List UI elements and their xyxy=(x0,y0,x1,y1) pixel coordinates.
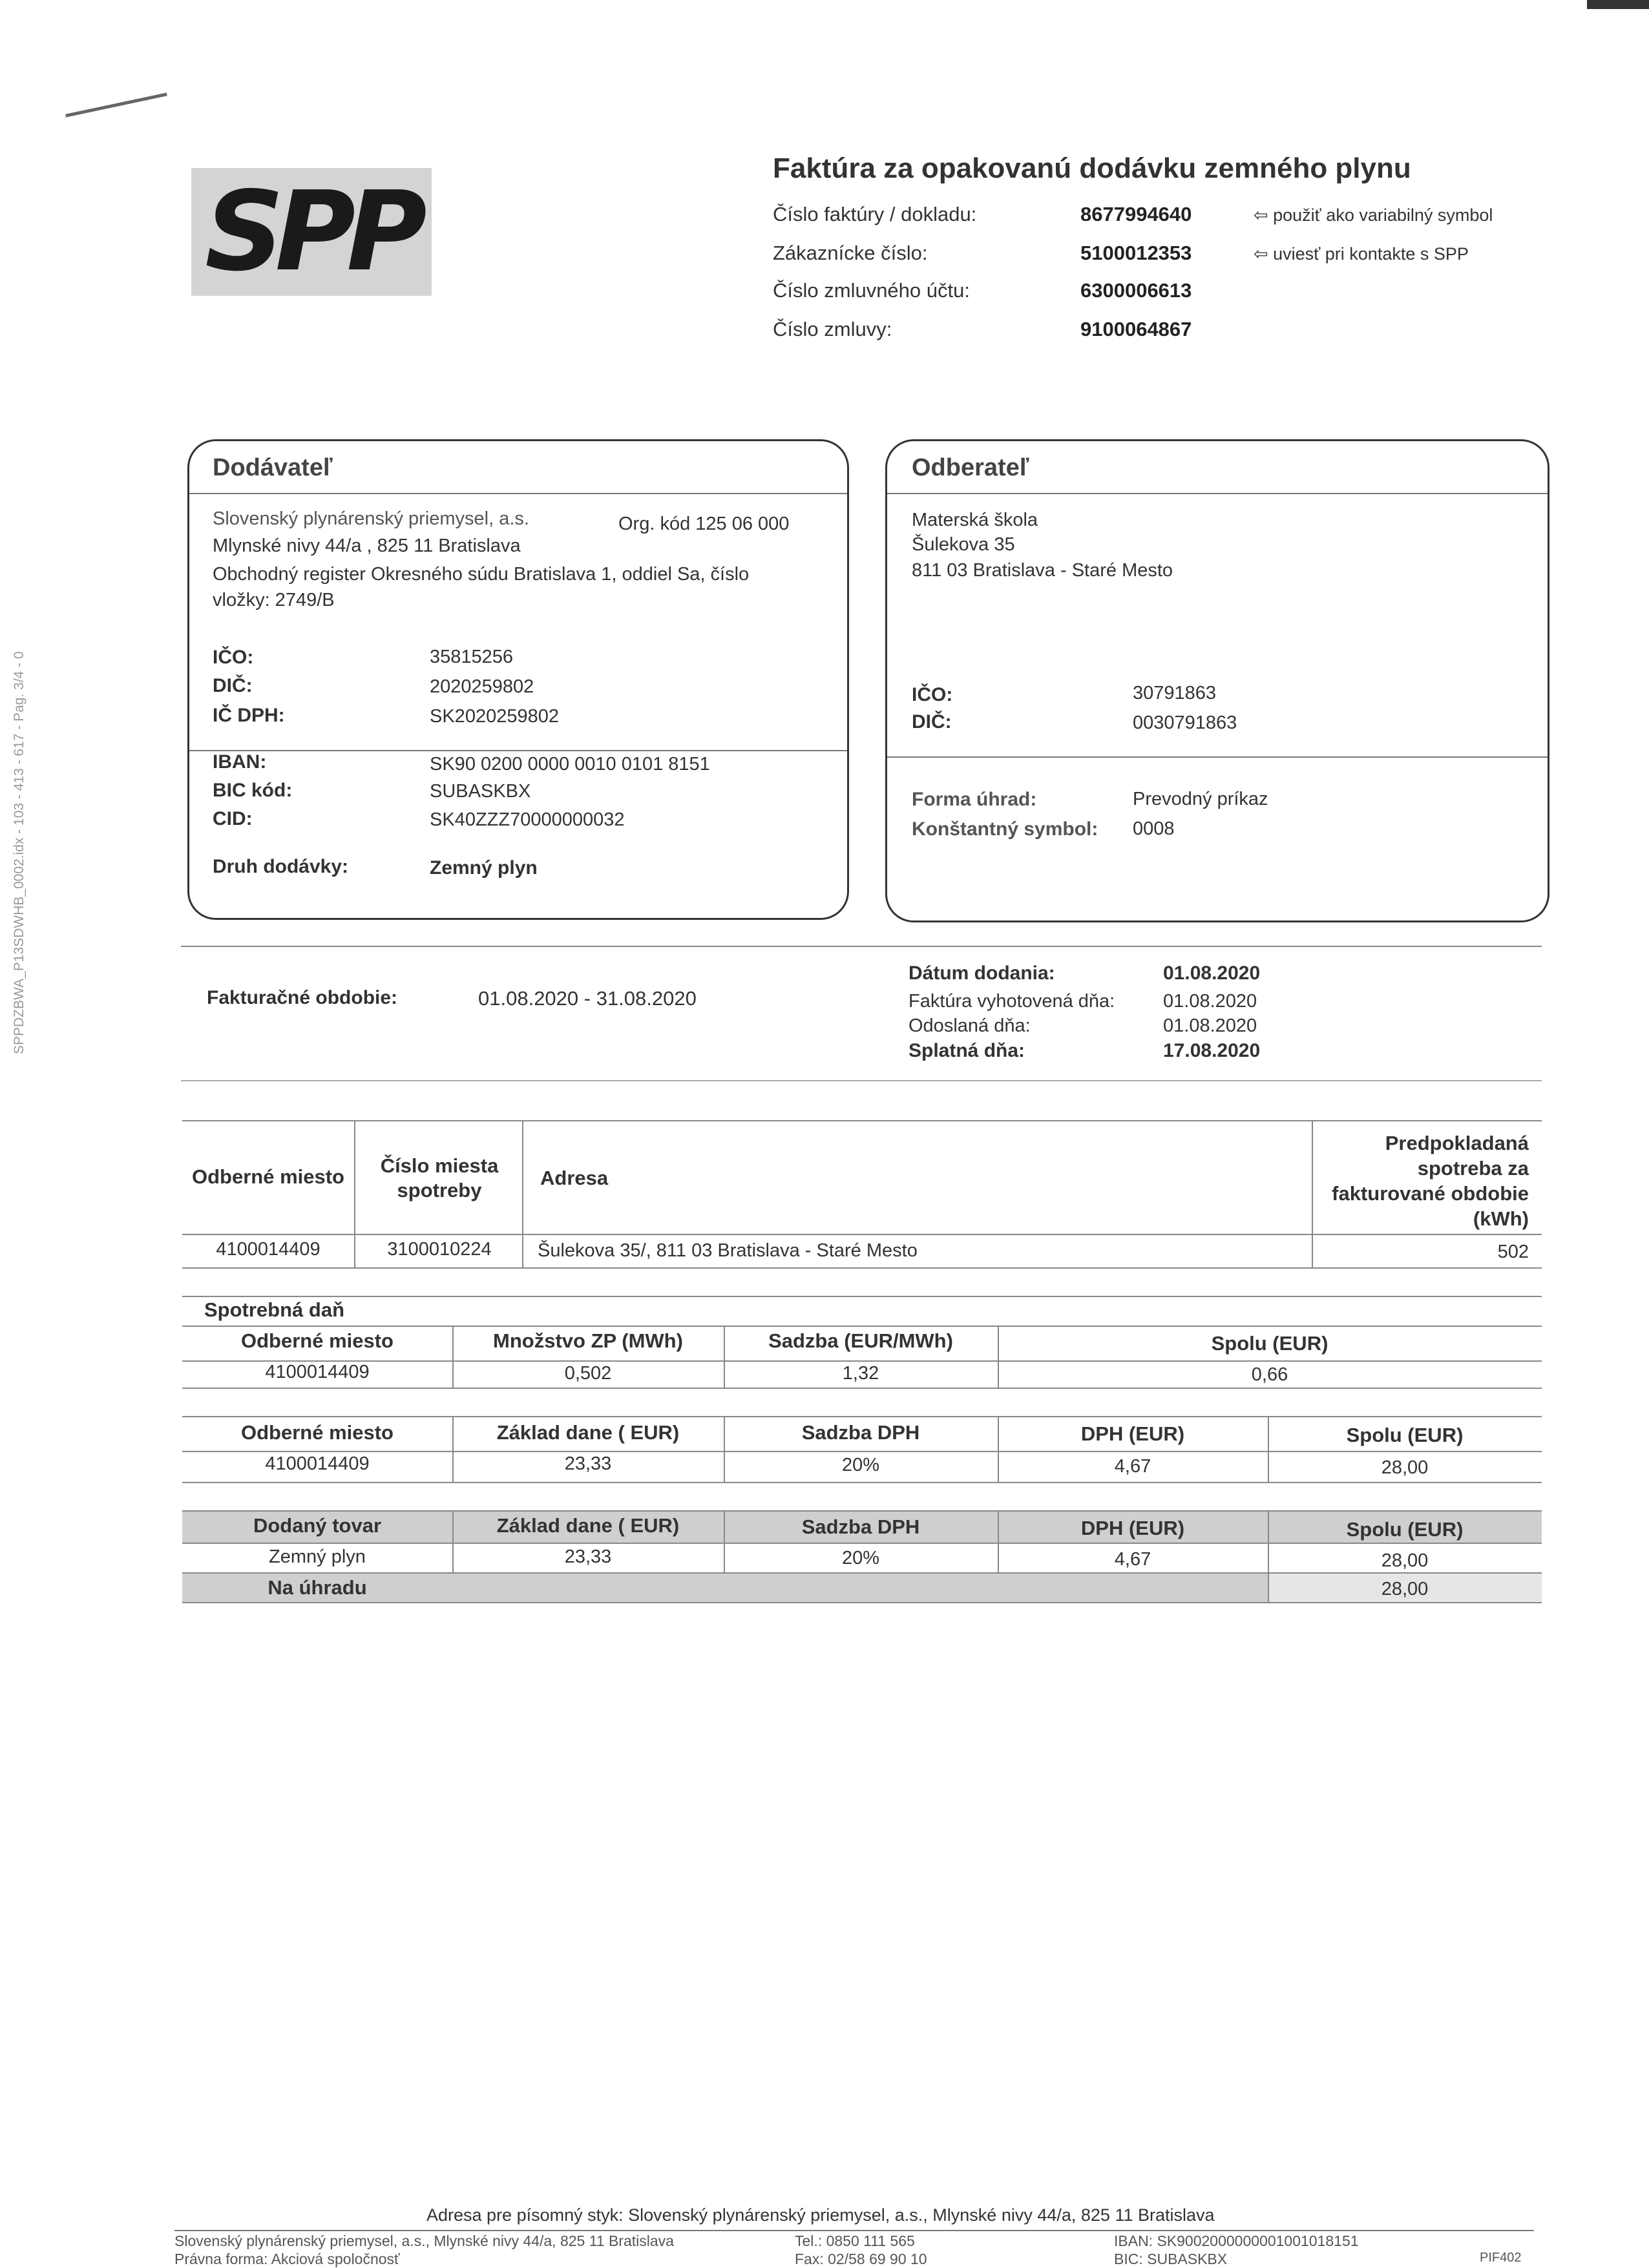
excise-col-total: Spolu (EUR) xyxy=(1211,1332,1329,1355)
supplier-icdph: SK2020259802 xyxy=(430,706,559,727)
col-header-address: Adresa xyxy=(540,1167,609,1189)
goods-col-vat: DPH (EUR) xyxy=(1080,1517,1185,1539)
invoice-number-label: Číslo faktúry / dokladu: xyxy=(773,203,977,225)
goods-col-item: Dodaný tovar xyxy=(253,1514,382,1537)
supplier-icdph-label: IČ DPH: xyxy=(213,705,285,726)
col-header-consumption-point: Číslo miesta spotreby xyxy=(380,1154,499,1202)
invoice-title: Faktúra za opakovanú dodávku zemného plynu xyxy=(773,152,1411,184)
customer-number-label: Zákaznícke číslo: xyxy=(773,242,928,264)
scan-edge-mark xyxy=(1587,0,1649,9)
excise-supply-point: 4100014409 xyxy=(265,1362,370,1382)
supplier-org-code: Org. kód 125 06 000 xyxy=(618,514,790,534)
footer-phone: Tel.: 0850 111 565 xyxy=(795,2232,915,2249)
goods-col-tax-base: Základ dane ( EUR) xyxy=(496,1514,680,1537)
payment-form-label: Forma úhrad: xyxy=(912,789,1037,810)
vat-tax-base: 23,33 xyxy=(564,1453,612,1474)
footer-correspondence-address: Adresa pre písomný styk: Slovenský plynárenský priemysel, a.s., Mlynské nivy 44/a, 825 11 Bratislava xyxy=(426,2205,1215,2225)
customer-name: Materská škola xyxy=(912,510,1038,530)
col-header-supply-point: Odberné miesto xyxy=(192,1165,344,1188)
delivery-type: Zemný plyn xyxy=(430,857,538,879)
supplier-dic: 2020259802 xyxy=(430,676,534,697)
goods-item: Zemný plyn xyxy=(269,1546,366,1567)
invoice-number-note: ⇦ použiť ako variabilný symbol xyxy=(1254,205,1493,225)
vat-rate: 20% xyxy=(841,1455,880,1475)
contract-account-number: 6300006613 xyxy=(1080,279,1192,302)
supplier-dic-label: DIČ: xyxy=(213,675,253,696)
customer-dic: 0030791863 xyxy=(1133,713,1237,733)
delivery-date: 01.08.2020 xyxy=(1163,962,1261,984)
billing-period: 01.08.2020 - 31.08.2020 xyxy=(478,987,697,1010)
sent-date-label: Odoslaná dňa: xyxy=(909,1015,1031,1036)
customer-city: 811 03 Bratislava - Staré Mesto xyxy=(912,560,1173,581)
expected-consumption: 502 xyxy=(1497,1242,1529,1262)
customer-ico: 30791863 xyxy=(1133,683,1217,703)
amount-due-label: Na úhradu xyxy=(268,1576,367,1599)
footer-legal-form: Právna forma: Akciová spoločnosť xyxy=(174,2251,400,2267)
consumption-address: Šulekova 35/, 811 03 Bratislava - Staré Mesto xyxy=(538,1240,918,1261)
footer-bic: BIC: SUBASKBX xyxy=(1114,2251,1228,2267)
issue-date: 01.08.2020 xyxy=(1163,991,1257,1012)
invoice-number: 8677994640 xyxy=(1080,203,1192,225)
excise-rate: 1,32 xyxy=(842,1363,879,1384)
excise-col-supply-point: Odberné miesto xyxy=(241,1329,394,1352)
issue-date-label: Faktúra vyhotovená dňa: xyxy=(909,991,1115,1012)
excise-tax-title: Spotrebná daň xyxy=(204,1298,345,1321)
constant-symbol-label: Konštantný symbol: xyxy=(912,818,1098,840)
footer-form-code: PIF402 xyxy=(1480,2251,1522,2265)
amount-due: 28,00 xyxy=(1381,1579,1429,1599)
footer-company: Slovenský plynárenský priemysel, a.s., Mlynské nivy 44/a, 825 11 Bratislava xyxy=(174,2232,674,2249)
footer-iban: IBAN: SK9002000000001001018151 xyxy=(1114,2232,1359,2249)
margin-scan-text: SPPDZBWA_P13SDWHB_0002.idx - 103 - 413 - 617 - Pag. 3/4 - 0 xyxy=(12,651,26,1054)
footer-fax: Fax: 02/58 69 90 10 xyxy=(795,2251,927,2267)
customer-ico-label: IČO: xyxy=(912,684,953,705)
supplier-ico: 35815256 xyxy=(430,647,514,667)
due-date-label: Splatná dňa: xyxy=(909,1040,1025,1061)
customer-street: Šulekova 35 xyxy=(912,534,1015,555)
excise-col-quantity: Množstvo ZP (MWh) xyxy=(493,1329,683,1352)
goods-col-rate: Sadzba DPH xyxy=(801,1515,920,1538)
vat-amount: 4,67 xyxy=(1114,1456,1151,1477)
supplier-iban: SK90 0200 0000 0010 0101 8151 xyxy=(430,754,710,775)
supplier-cid-label: CID: xyxy=(213,808,253,829)
contract-account-label: Číslo zmluvného účtu: xyxy=(773,279,970,302)
excise-total: 0,66 xyxy=(1251,1364,1288,1385)
customer-dic-label: DIČ: xyxy=(912,711,952,733)
supplier-title: Dodávateľ xyxy=(213,454,333,481)
supplier-cid: SK40ZZZ70000000032 xyxy=(430,809,625,830)
goods-vat: 4,67 xyxy=(1114,1549,1151,1570)
supplier-bic: SUBASKBX xyxy=(430,781,531,802)
excise-col-rate: Sadzba (EUR/MWh) xyxy=(768,1329,953,1352)
vat-col-total: Spolu (EUR) xyxy=(1346,1424,1464,1446)
spp-logo xyxy=(191,168,432,296)
supply-point-id: 4100014409 xyxy=(216,1239,320,1260)
vat-col-tax-base: Základ dane ( EUR) xyxy=(496,1421,680,1444)
consumption-point-id: 3100010224 xyxy=(387,1239,492,1260)
contract-number: 9100064867 xyxy=(1080,318,1192,340)
supplier-register-line1: Obchodný register Okresného súdu Bratislava 1, oddiel Sa, číslo xyxy=(213,564,750,585)
customer-number-note: ⇦ uviesť pri kontakte s SPP xyxy=(1254,244,1469,264)
supplier-box xyxy=(187,439,849,920)
goods-col-total: Spolu (EUR) xyxy=(1346,1518,1464,1541)
customer-title: Odberateľ xyxy=(912,454,1029,481)
customer-box xyxy=(885,439,1549,922)
payment-form: Prevodný príkaz xyxy=(1133,789,1268,809)
vat-col-rate: Sadzba DPH xyxy=(801,1421,920,1444)
supplier-bic-label: BIC kód: xyxy=(213,780,293,801)
goods-rate: 20% xyxy=(841,1548,880,1568)
customer-number: 5100012353 xyxy=(1080,242,1192,264)
pen-mark xyxy=(65,92,167,117)
due-date: 17.08.2020 xyxy=(1163,1040,1261,1061)
vat-total: 28,00 xyxy=(1381,1457,1429,1478)
goods-tax-base: 23,33 xyxy=(564,1546,612,1567)
supplier-iban-label: IBAN: xyxy=(213,751,267,773)
billing-period-label: Fakturačné obdobie: xyxy=(207,987,398,1008)
supplier-ico-label: IČO: xyxy=(213,647,254,668)
sent-date: 01.08.2020 xyxy=(1163,1015,1257,1036)
vat-supply-point: 4100014409 xyxy=(265,1453,370,1474)
logo-text: SPP xyxy=(205,168,418,296)
constant-symbol: 0008 xyxy=(1133,818,1175,839)
excise-quantity: 0,502 xyxy=(564,1363,612,1384)
contract-number-label: Číslo zmluvy: xyxy=(773,318,892,340)
delivery-type-label: Druh dodávky: xyxy=(213,856,349,877)
vat-col-supply-point: Odberné miesto xyxy=(241,1421,394,1444)
supplier-address: Mlynské nivy 44/a , 825 11 Bratislava xyxy=(213,536,521,556)
supplier-register-line2: vložky: 2749/B xyxy=(213,590,335,610)
col-header-expected-consumption: Predpokladaná spotreba za fakturované obdobie (kWh) xyxy=(1332,1132,1529,1230)
delivery-date-label: Dátum dodania: xyxy=(909,962,1055,984)
goods-total: 28,00 xyxy=(1381,1550,1429,1571)
vat-col-vat: DPH (EUR) xyxy=(1080,1422,1185,1445)
supplier-name: Slovenský plynárenský priemysel, a.s. xyxy=(213,508,529,529)
